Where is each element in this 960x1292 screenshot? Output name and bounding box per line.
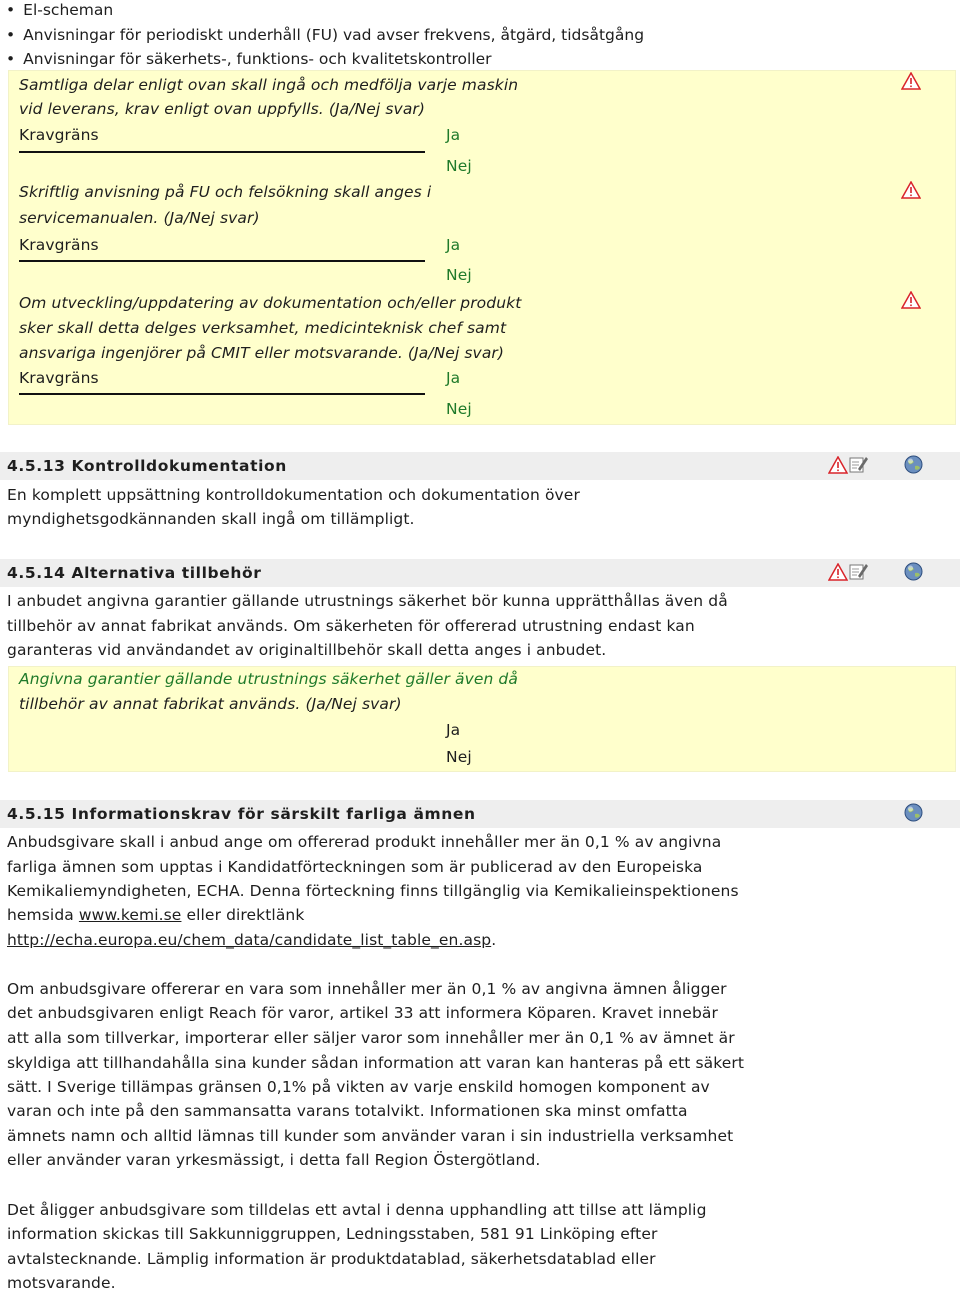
answer-nej[interactable]: Nej — [446, 266, 472, 284]
body-text: En komplett uppsättning kontrolldokumentation och dokumentation över — [7, 486, 580, 504]
body-text-with-link — [7, 931, 496, 949]
warning-triangle-icon — [901, 72, 921, 90]
body-text: det anbudsgivaren enligt Reach för varor, artikel 33 att informera Köparen. Kravet innebär — [7, 1004, 718, 1022]
body-text: sätt. I Sverige tillämpas gränsen 0,1% på vikten av varje enskild homogen komponent av — [7, 1078, 710, 1096]
bullet-item: • Anvisningar för periodiskt underhåll (FU) vad avser frekvens, åtgärd, tidsåtgång — [6, 23, 644, 48]
bullet-item: • El-scheman — [6, 0, 644, 23]
body-text: myndighetsgodkännanden skall ingå om tillämpligt. — [7, 510, 415, 528]
kravgrans-label: Kravgräns — [19, 369, 99, 387]
edit-pencil-icon[interactable] — [849, 454, 869, 474]
echa-link[interactable]: http://echa.europa.eu/chem_data/candidate_list_table_en.asp — [7, 931, 492, 949]
kravgrans-rule — [19, 151, 425, 153]
kravgrans-rule — [19, 393, 425, 395]
question-text: Angivna garantier gällande utrustnings säkerhet gäller även då — [19, 670, 518, 688]
requirements-block — [8, 70, 956, 425]
body-text: garanteras vid användandet av originaltillbehör skall detta anges i anbudet. — [7, 641, 607, 659]
globe-icon[interactable] — [904, 803, 923, 822]
body-text: skyldiga att tillhandahålla sina kunder sådan information att varan kan hanteras på ett säkert — [7, 1054, 745, 1072]
kravgrans-label: Kravgräns — [19, 236, 99, 254]
body-text: Det åligger anbudsgivare som tilldelas ett avtal i denna upphandling att tillse att lämplig — [7, 1201, 707, 1219]
answer-nej[interactable]: Nej — [446, 157, 472, 175]
kravgrans-rule — [19, 260, 425, 262]
requirement-text: vid leverans, krav enligt ovan uppfylls. (Ja/Nej svar) — [19, 100, 426, 118]
requirement-text: servicemanualen. (Ja/Nej svar) — [19, 209, 260, 227]
warning-triangle-icon — [901, 181, 921, 199]
kemi-link[interactable]: www.kemi.se — [78, 906, 182, 924]
answer-ja[interactable]: Ja — [446, 236, 461, 254]
requirement-text: sker skall detta delges verksamhet, medicinteknisk chef samt — [19, 319, 507, 337]
bullet-list — [6, 0, 644, 72]
body-text: Om anbudsgivare offererar en vara som innehåller mer än 0,1 % av angivna ämnen åligger — [7, 980, 727, 998]
body-text-with-link — [7, 906, 304, 924]
warning-triangle-icon — [828, 563, 848, 581]
globe-icon[interactable] — [904, 562, 923, 581]
body-text: I anbudet angivna garantier gällande utrustnings säkerhet bör kunna upprätthållas även då — [7, 592, 728, 610]
edit-pencil-icon[interactable] — [849, 561, 869, 581]
body-text: information skickas till Sakkunniggruppen, Ledningsstaben, 581 91 Linköping efter — [7, 1225, 658, 1243]
body-text: Anbudsgivare skall i anbud ange om offererad produkt innehåller mer än 0,1 % av angivna — [7, 833, 722, 851]
body-text: ämnets namn och alltid lämnas till kunder som använder varan i sin industriella verksamhet — [7, 1127, 734, 1145]
bullet-item: • Anvisningar för säkerhets-, funktions- och kvalitetskontroller — [6, 47, 644, 72]
answer-ja[interactable]: Ja — [446, 126, 461, 144]
kravgrans-label: Kravgräns — [19, 126, 99, 144]
body-text: farliga ämnen som upptas i Kandidatförteckningen som är publicerad av den Europeiska — [7, 858, 703, 876]
answer-ja[interactable]: Ja — [446, 369, 461, 387]
section-heading: 4.5.14 Alternativa tillbehör — [7, 564, 262, 582]
requirement-text: Om utveckling/uppdatering av dokumentation och/eller produkt — [19, 294, 522, 312]
body-text: att alla som tillverkar, importerar eller säljer varor som innehåller mer än 0,1 % av ämnet är — [7, 1029, 735, 1047]
section-heading: 4.5.15 Informationskrav för särskilt farliga ämnen — [7, 805, 476, 823]
requirement-text: Skriftlig anvisning på FU och felsökning skall anges i — [19, 183, 432, 201]
body-text: eller använder varan yrkesmässigt, i detta fall Region Östergötland. — [7, 1151, 541, 1169]
body-text: hemsida — [7, 906, 79, 924]
body-text: tillbehör av annat fabrikat används. Om säkerheten för offererad utrustning endast kan — [7, 617, 695, 635]
answer-nej[interactable]: Nej — [446, 748, 472, 766]
answer-ja[interactable]: Ja — [446, 721, 461, 739]
answer-nej[interactable]: Nej — [446, 400, 472, 418]
requirement-text: Samtliga delar enligt ovan skall ingå och medfölja varje maskin — [19, 76, 519, 94]
requirement-text: ansvariga ingenjörer på CMIT eller motsvarande. (Ja/Nej svar) — [19, 344, 505, 362]
body-text: Kemikaliemyndigheten, ECHA. Denna förteckning finns tillgänglig via Kemikalieinspektionens — [7, 882, 739, 900]
body-text: motsvarande. — [7, 1274, 116, 1292]
globe-icon[interactable] — [904, 455, 923, 474]
body-text: avtalstecknande. Lämplig information är produktdatablad, säkerhetsdatablad eller — [7, 1250, 656, 1268]
warning-triangle-icon — [901, 291, 921, 309]
body-text: . — [491, 931, 497, 949]
body-text: varan och inte på den sammansatta varans totalvikt. Informationen ska minst omfatta — [7, 1102, 688, 1120]
warning-triangle-icon — [828, 456, 848, 474]
question-text: tillbehör av annat fabrikat används. (Ja/Nej svar) — [19, 695, 402, 713]
body-text: eller direktlänk — [181, 906, 305, 924]
section-heading: 4.5.13 Kontrolldokumentation — [7, 457, 287, 475]
